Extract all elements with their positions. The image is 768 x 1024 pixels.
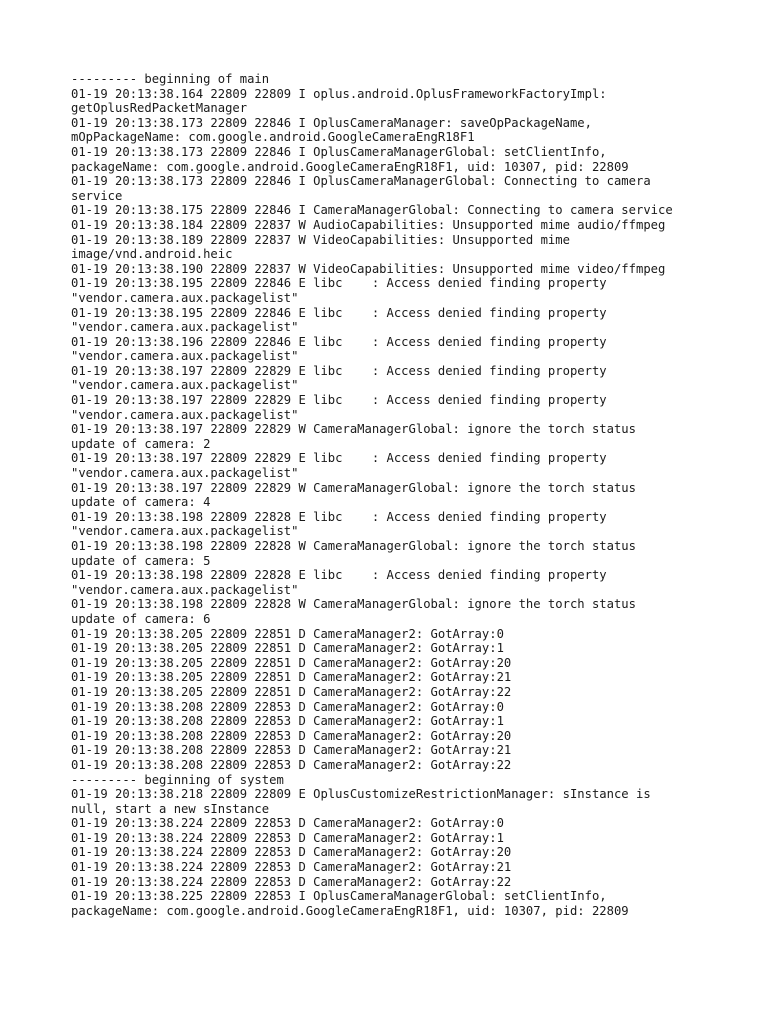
- log-line: 01-19 20:13:38.197 22809 22829 E libc : Access denied finding property: [71, 393, 607, 408]
- log-line: 01-19 20:13:38.208 22809 22853 D CameraManager2: GotArray:21: [71, 743, 512, 758]
- logcat-output: [71, 72, 711, 918]
- log-line: 01-19 20:13:38.197 22809 22829 E libc : Access denied finding property: [71, 363, 607, 378]
- log-line: 01-19 20:13:38.224 22809 22853 D CameraManager2: GotArray:22: [71, 874, 512, 889]
- log-line: 01-19 20:13:38.205 22809 22851 D CameraManager2: GotArray:20: [71, 655, 512, 670]
- log-line: 01-19 20:13:38.164 22809 22809 I oplus.android.OplusFrameworkFactoryImpl:: [71, 86, 607, 101]
- log-line: 01-19 20:13:38.195 22809 22846 E libc : Access denied finding property: [71, 276, 607, 291]
- log-line: 01-19 20:13:38.184 22809 22837 W AudioCapabilities: Unsupported mime audio/ffmpeg: [71, 217, 666, 232]
- log-line: mOpPackageName: com.google.android.GoogleCameraEngR18F1: [71, 130, 475, 145]
- log-line: 01-19 20:13:38.198 22809 22828 W CameraManagerGlobal: ignore the torch status: [71, 539, 636, 553]
- log-line: "vendor.camera.aux.packagelist": [71, 524, 299, 539]
- log-line: 01-19 20:13:38.208 22809 22853 D CameraManager2: GotArray:0: [71, 699, 504, 714]
- log-line: 01-19 20:13:38.198 22809 22828 E libc : Access denied finding property: [71, 509, 607, 524]
- log-line: 01-19 20:13:38.225 22809 22853 I OplusCameraManagerGlobal: setClientInfo,: [71, 889, 607, 904]
- log-line: packageName: com.google.android.GoogleCameraEngR18F1, uid: 10307, pid: 22809: [71, 159, 629, 174]
- log-line: 01-19 20:13:38.208 22809 22853 D CameraManager2: GotArray:20: [71, 728, 512, 743]
- log-line: service: [71, 188, 123, 203]
- log-line: 01-19 20:13:38.190 22809 22837 W VideoCapabilities: Unsupported mime video/ffmpeg: [71, 261, 666, 276]
- log-line: update of camera: 5: [71, 553, 211, 568]
- log-line: update of camera: 2: [71, 436, 211, 451]
- log-line: "vendor.camera.aux.packagelist": [71, 290, 299, 305]
- log-line: 01-19 20:13:38.205 22809 22851 D CameraManager2: GotArray:1: [71, 641, 504, 656]
- log-line: 01-19 20:13:38.218 22809 22809 E OplusCustomizeRestrictionManager: sInstance is: [71, 787, 651, 802]
- log-line: "vendor.camera.aux.packagelist": [71, 320, 299, 335]
- log-line: 01-19 20:13:38.189 22809 22837 W VideoCapabilities: Unsupported mime: [71, 232, 570, 247]
- log-line: 01-19 20:13:38.224 22809 22853 D CameraManager2: GotArray:1: [71, 830, 504, 845]
- log-line: packageName: com.google.android.GoogleCameraEngR18F1, uid: 10307, pid: 22809: [71, 903, 629, 918]
- log-line: 01-19 20:13:38.195 22809 22846 E libc : Access denied finding property: [71, 305, 607, 320]
- log-line: 01-19 20:13:38.208 22809 22853 D CameraManager2: GotArray:22: [71, 757, 512, 772]
- log-line: "vendor.camera.aux.packagelist": [71, 582, 299, 597]
- log-section-divider: --------- beginning of main: [71, 72, 270, 86]
- log-line: 01-19 20:13:38.197 22809 22829 W CameraManagerGlobal: ignore the torch status: [71, 422, 636, 437]
- log-line: 01-19 20:13:38.224 22809 22853 D CameraManager2: GotArray:0: [71, 816, 504, 831]
- log-line: "vendor.camera.aux.packagelist": [71, 466, 299, 481]
- log-line: "vendor.camera.aux.packagelist": [71, 349, 299, 364]
- log-line: 01-19 20:13:38.198 22809 22828 E libc : Access denied finding property: [71, 568, 607, 583]
- log-line: update of camera: 4: [71, 495, 211, 510]
- log-line: 01-19 20:13:38.173 22809 22846 I OplusCameraManager: saveOpPackageName,: [71, 115, 592, 130]
- log-line: "vendor.camera.aux.packagelist": [71, 407, 299, 422]
- log-section-divider: --------- beginning of system: [71, 772, 284, 787]
- log-line: 01-19 20:13:38.196 22809 22846 E libc : Access denied finding property: [71, 334, 607, 349]
- log-line: 01-19 20:13:38.205 22809 22851 D CameraManager2: GotArray:0: [71, 626, 504, 641]
- log-line: 01-19 20:13:38.198 22809 22828 W CameraManagerGlobal: ignore the torch status: [71, 597, 636, 612]
- log-line: update of camera: 6: [71, 611, 211, 626]
- log-line: 01-19 20:13:38.175 22809 22846 I CameraManagerGlobal: Connecting to camera service: [71, 203, 673, 218]
- log-line: "vendor.camera.aux.packagelist": [71, 378, 299, 393]
- log-line: 01-19 20:13:38.173 22809 22846 I OplusCameraManagerGlobal: setClientInfo,: [71, 144, 607, 159]
- log-line: 01-19 20:13:38.197 22809 22829 W CameraManagerGlobal: ignore the torch status: [71, 480, 636, 495]
- log-line: 01-19 20:13:38.205 22809 22851 D CameraManager2: GotArray:22: [71, 684, 512, 699]
- log-line: 01-19 20:13:38.197 22809 22829 E libc : Access denied finding property: [71, 451, 607, 466]
- log-line: 01-19 20:13:38.205 22809 22851 D CameraManager2: GotArray:21: [71, 670, 512, 685]
- log-line: 01-19 20:13:38.224 22809 22853 D CameraManager2: GotArray:21: [71, 860, 512, 875]
- log-line: 01-19 20:13:38.208 22809 22853 D CameraManager2: GotArray:1: [71, 714, 504, 729]
- log-line: getOplusRedPacketManager: [71, 101, 248, 116]
- log-line: null, start a new sInstance: [71, 801, 270, 816]
- log-line: 01-19 20:13:38.173 22809 22846 I OplusCameraManagerGlobal: Connecting to camera: [71, 174, 651, 189]
- log-line: image/vnd.android.heic: [71, 247, 233, 262]
- log-line: 01-19 20:13:38.224 22809 22853 D CameraManager2: GotArray:20: [71, 845, 512, 860]
